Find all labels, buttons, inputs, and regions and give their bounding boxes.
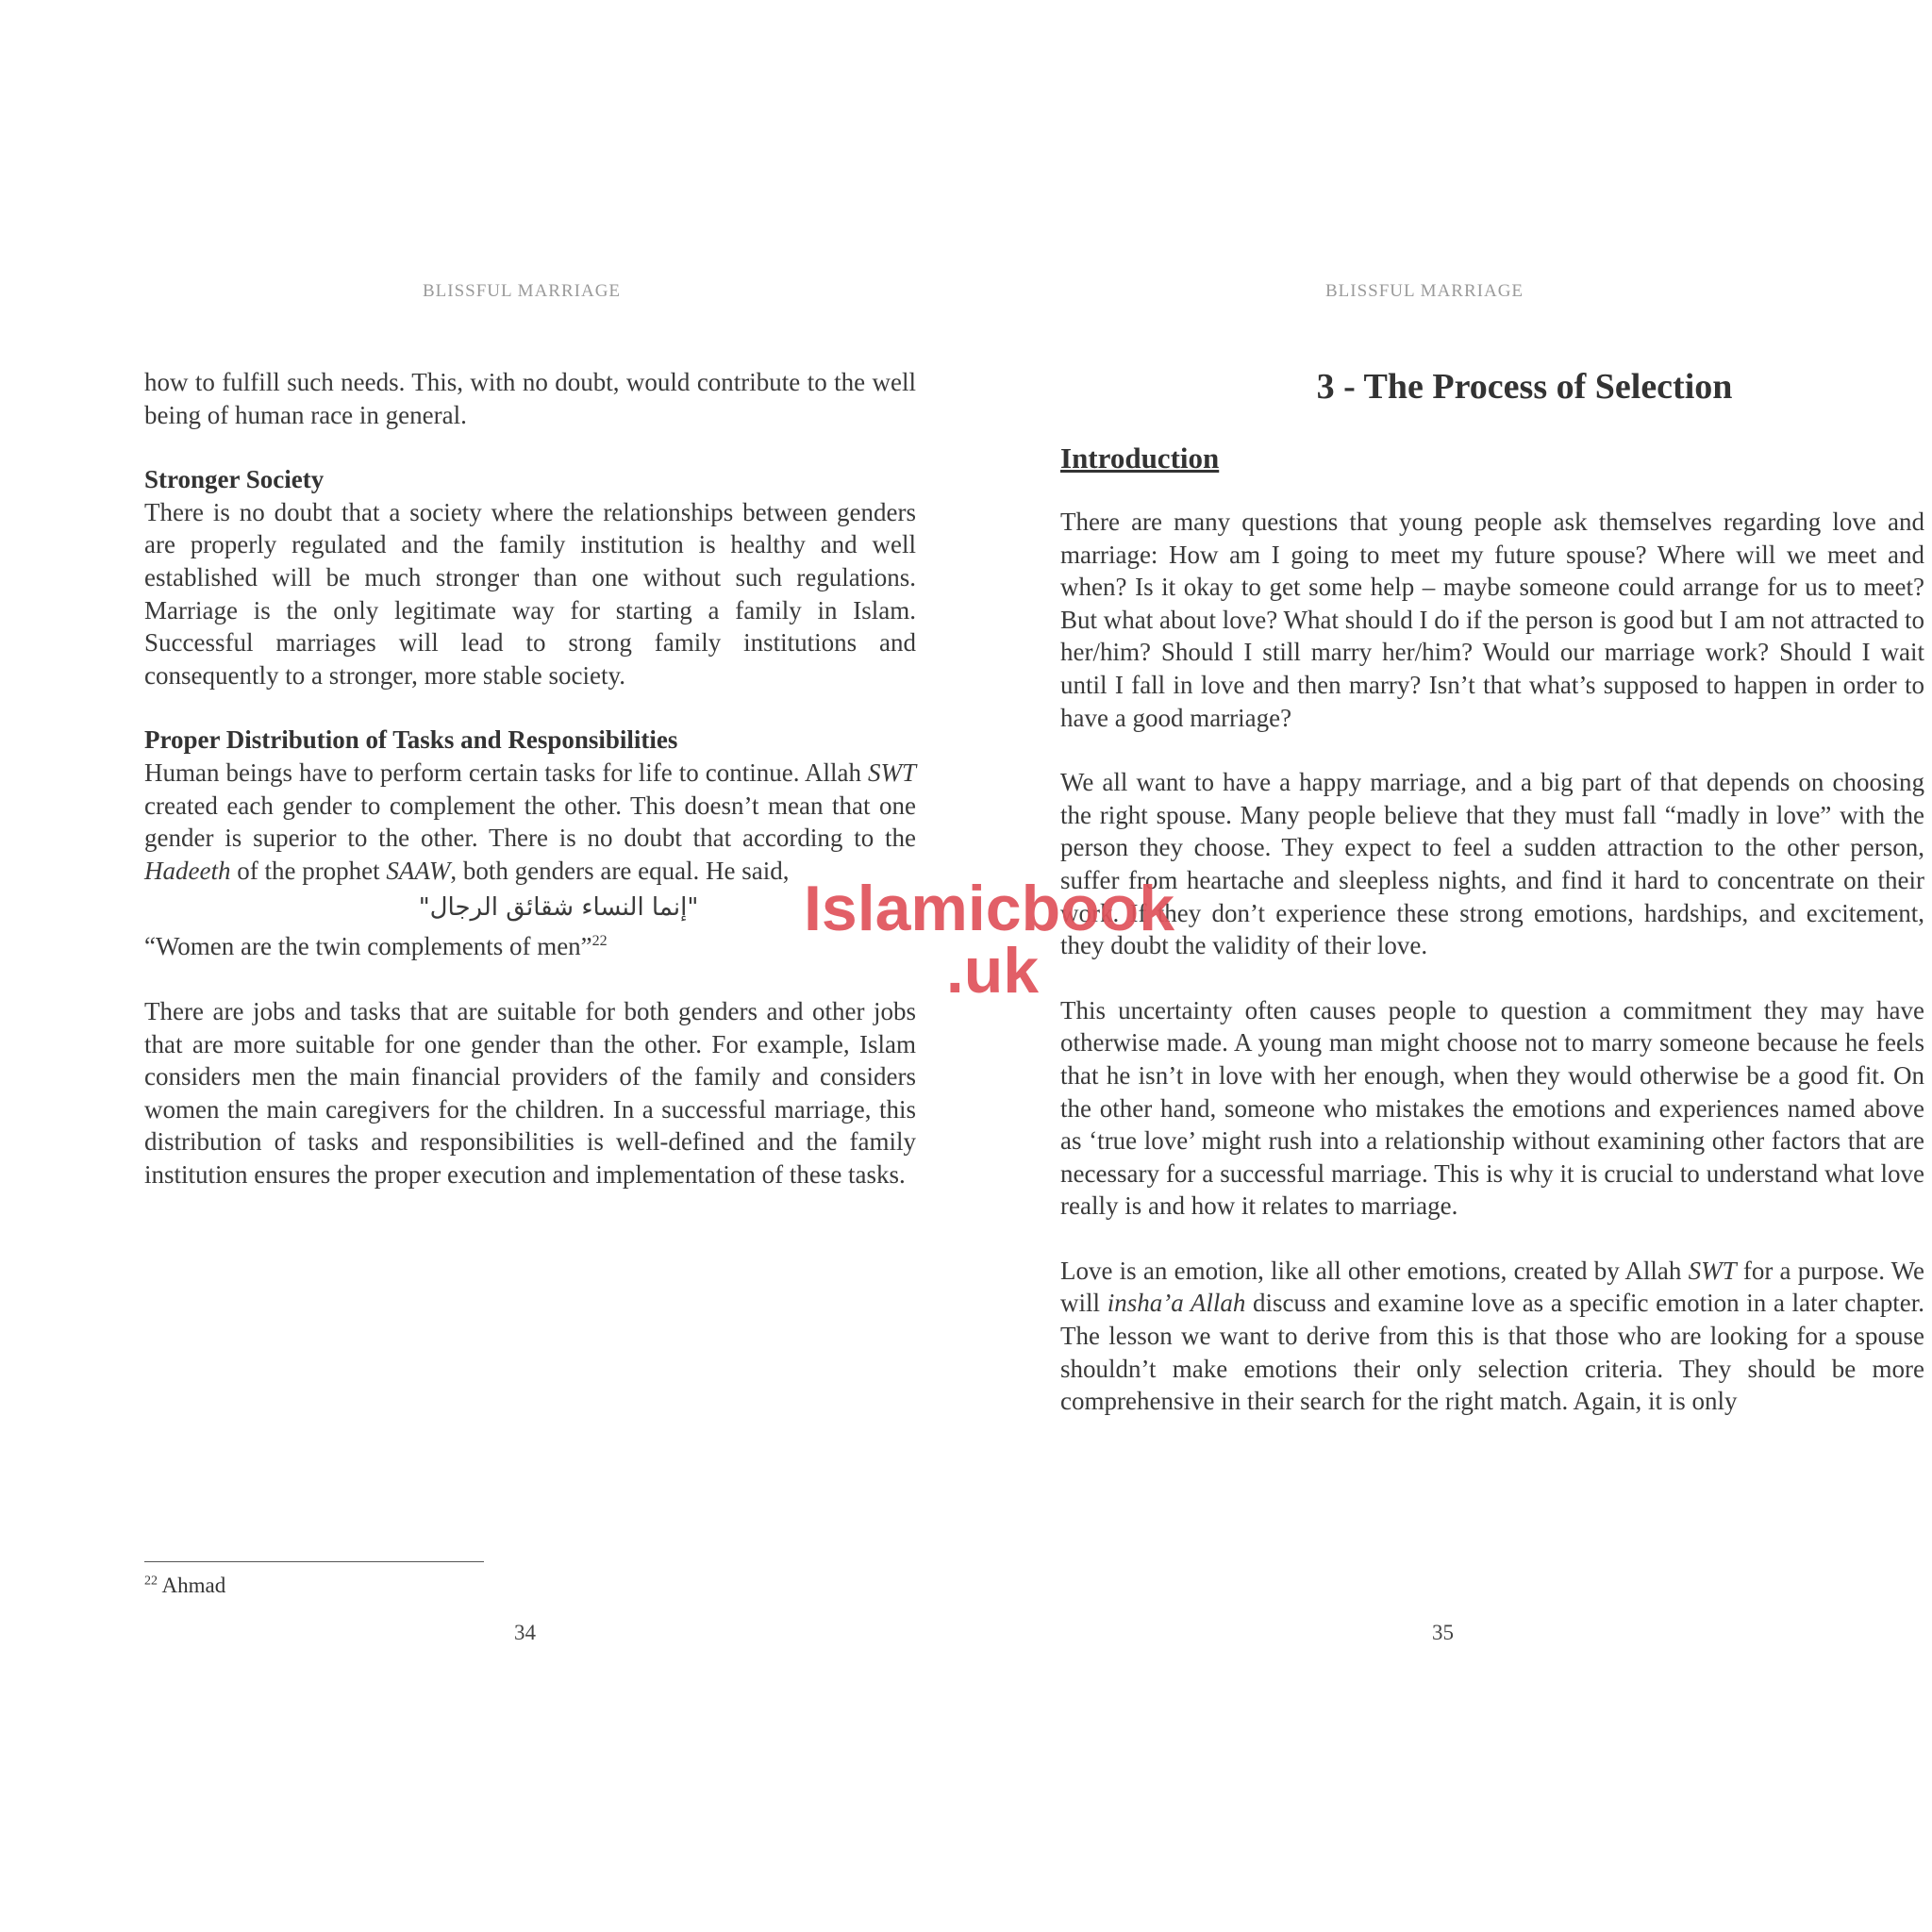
section-title-introduction: Introduction (1060, 441, 1220, 475)
watermark-line-2: .uk (945, 935, 1040, 1007)
page-number-left: 34 (514, 1621, 536, 1644)
running-head-right: BLISSFUL MARRIAGE (1325, 281, 1524, 301)
watermark-logo (804, 873, 1175, 1007)
heading-distribution-of-tasks: Proper Distribution of Tasks and Responsibilities (144, 725, 678, 755)
right-page-text (1060, 360, 1924, 1418)
arabic-hadith-quote: "إنما النساء شقائق الرجال" (418, 893, 699, 923)
right-page (1038, 0, 1932, 1932)
heading-stronger-society: Stronger Society (144, 465, 325, 494)
footnote-reference[interactable]: 22 (591, 933, 608, 950)
distribution-paragraph: Human beings have to perform certain tasks for life to continue. Allah SWT created each gender to complement the other. This doesn’t mean that one gender is superior to the other. There is no doubt that according to the Hadeeth of the prophet SAAW, both genders are equal. He said, (144, 758, 916, 885)
left-page-text (144, 366, 916, 1191)
footnote-divider (144, 1561, 484, 1562)
jobs-and-tasks-paragraph: There are jobs and tasks that are suitable for both genders and other jobs that are more suitable for one gender than the other. For example, Islam considers men the main financial providers of the family and considers women the main caregivers for the children. In a successful marriage, this distribution of tasks and responsibilities is well-defined and the family institution ensures the proper execution and implementation of these tasks. (144, 996, 916, 1189)
chapter-title: 3 - The Process of Selection (1316, 367, 1733, 407)
happy-marriage-paragraph: We all want to have a happy marriage, and a big part of that depends on choosing the right spouse. Many people believe that they must fall “madly in love” with the person they choose. They expect to feel a sudden attraction to the other person, suffer from heartache and sleepless nights, and find it hard to concentrate on their work. If they don’t experience these strong emotions, hardships, and excitement, they doubt the validity of their love. (1060, 768, 1924, 960)
uncertainty-paragraph: This uncertainty often causes people to question a commitment they may have otherwise made. A young man might choose not to marry someone because he feels that he isn’t in love with her enough, when they would otherwise be a good fit. On the other hand, someone who mistakes the emotions and experiences named above as ‘true love’ might rush into a relationship without examining other factors that are necessary for a successful marriage. This is why it is crucial to understand what love really is and how it relates to marriage. (1060, 995, 1924, 1221)
intro-paragraph: how to fulfill such needs. This, with no doubt, would contribute to the well being of human race in general. (144, 368, 916, 429)
running-head-left: BLISSFUL MARRIAGE (423, 281, 622, 301)
questions-paragraph: There are many questions that young people ask themselves regarding love and marriage: How am I going to meet my future spouse? Where will we meet and when? Is it okay to get some help – maybe someone could arrange for us to meet? But what about love? What should I do if the person is good but I am not attracted to her/him? Should I still marry her/him? Would our marriage work? Should I wait until I fall in love and then marry? Isn’t that what’s supposed to happen in order to have a good marriage? (1060, 508, 1924, 732)
hadith-translation: “Women are the twin complements of men”$^{22}$ (144, 932, 608, 961)
stronger-society-paragraph: There is no doubt that a society where the relationships between genders are properly regulated and the family institution is healthy and well established will be much stronger than one without such regulations. Marriage is the only legitimate way for starting a family in Islam. Successful marriages will lead to strong family institutions and consequently to a stronger, more stable society. (144, 497, 916, 690)
love-emotion-paragraph: Love is an emotion, like all other emotions, created by Allah SWT for a purpose. We will insha’a Allah discuss and examine love as a specific emotion in a later chapter. The lesson we want to derive from this is that those who are looking for a spouse shouldn’t make emotions their only selection criteria. They should be more comprehensive in their search for the right match. Again, it is only (1060, 1256, 1924, 1416)
watermark-line-1: Islamicbook (804, 873, 1175, 944)
page-number-right: 35 (1432, 1621, 1454, 1644)
footnote: $^{22}$ Ahmad (144, 1574, 226, 1597)
